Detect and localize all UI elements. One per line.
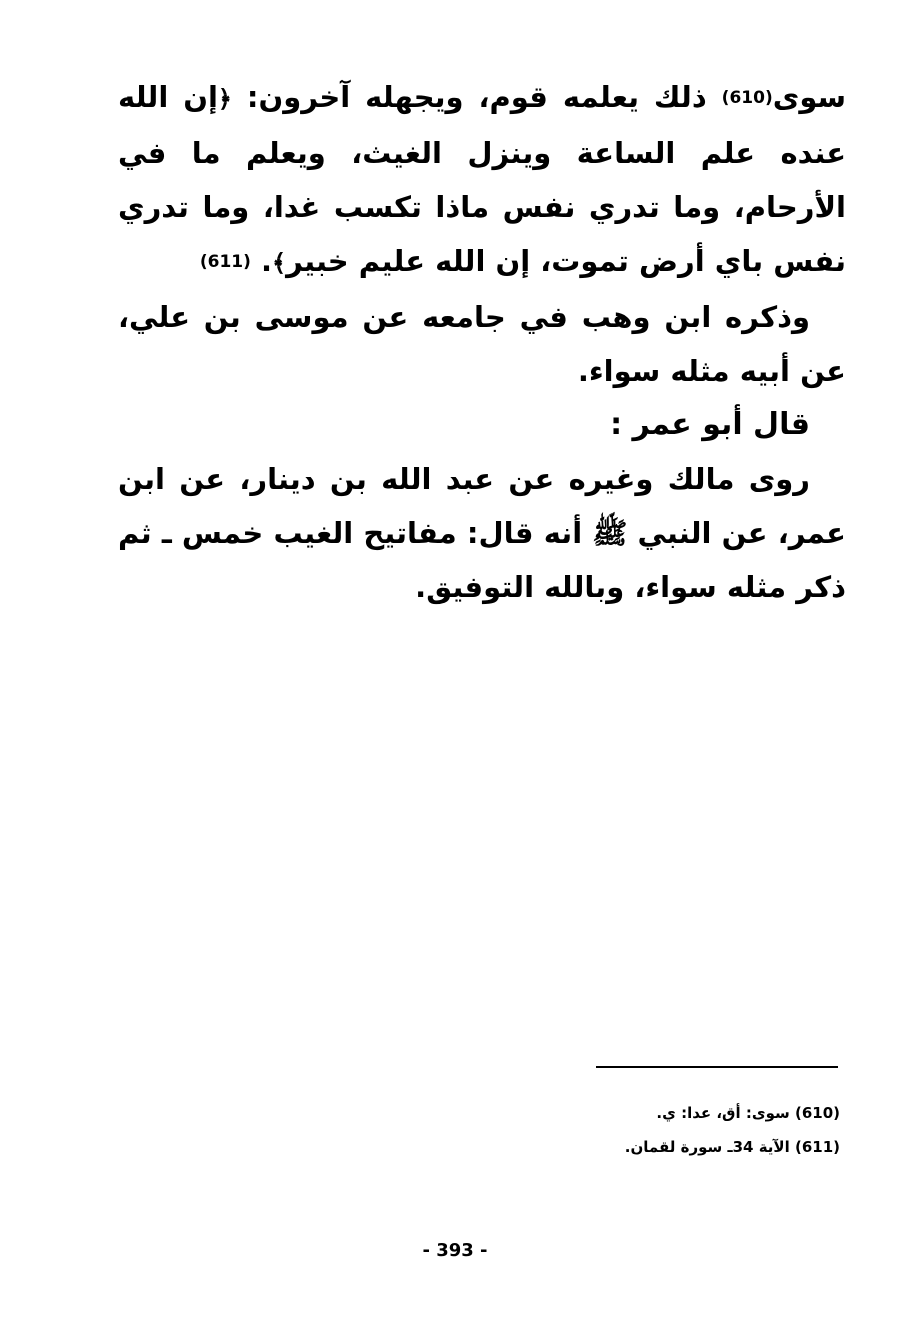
footnote-ref-610[interactable]: (610)	[721, 88, 773, 108]
footnote-611	[500, 1130, 840, 1164]
p1-end: .	[250, 244, 273, 278]
section-heading: قال أبو عمر :	[610, 407, 810, 442]
quran-open-bracket: ﴿	[217, 84, 232, 113]
footnote-ref-611[interactable]: (611)	[199, 252, 251, 272]
footnote-number: (611)	[794, 1138, 840, 1156]
page-number: - 393 -	[422, 1240, 488, 1261]
paragraph-1	[118, 70, 846, 290]
footnote-text: سوى: أق، عدا: ي.	[656, 1104, 795, 1122]
footnotes	[500, 1096, 840, 1164]
honorific-symbol: ﷺ	[592, 516, 628, 550]
paragraph-2: وذكره ابن وهب في جامعه عن موسى بن علي، عن أبيه مثله سواء.	[118, 300, 846, 388]
main-text	[118, 70, 846, 614]
p3-rest: أنه قال: مفاتيح الغيب خمس ـ ثم ذكر مثله سواء، وبالله التوفيق.	[118, 516, 846, 604]
p3-text: روى مالك وغيره عن عبد الله بن دينار، عن ابن عمر، عن النبي	[118, 462, 846, 550]
footnote-number: (610)	[794, 1104, 840, 1122]
footnote-text: الآية 34ـ سورة لقمان.	[624, 1138, 795, 1156]
footnote-610	[500, 1096, 840, 1130]
quran-verse: إن الله عنده علم الساعة وينزل الغيث، ويعلم ما في الأرحام، وما تدري نفس ماذا تكسب غدا، وما تدري نفس باي أرض تموت، إن الله عليم خبير	[118, 80, 846, 278]
p1-start: سوى	[772, 80, 847, 114]
footnote-divider	[596, 1066, 838, 1068]
p1-middle: ذلك يعلمه قوم، ويجهله آخرون:	[231, 80, 722, 114]
quran-close-bracket: ﴾	[272, 248, 287, 277]
paragraph-3	[118, 452, 846, 614]
